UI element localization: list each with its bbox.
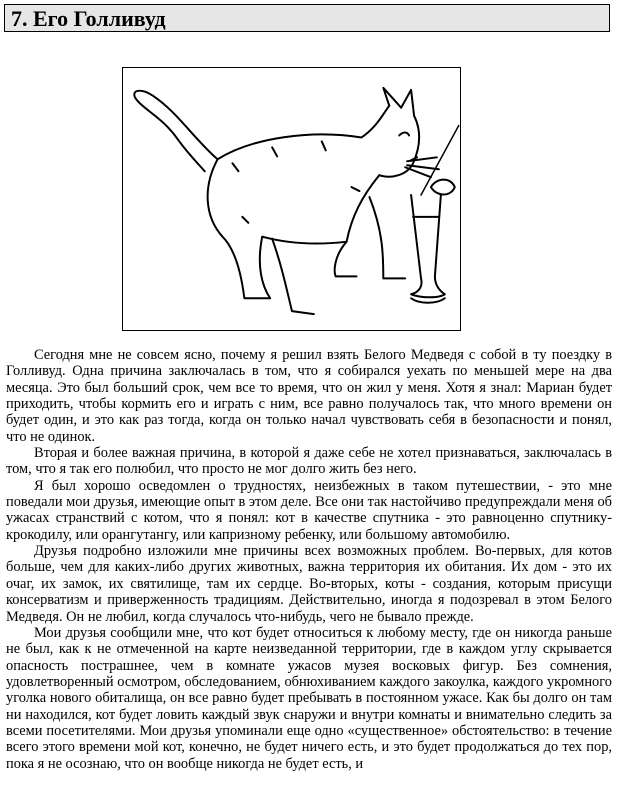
paragraph: Мои друзья сообщили мне, что кот будет относиться к любому месту, где он никогда раньше не был, как к не отмеченной на карте неизведанной территории, где в каждом углу скрывается опасность пострашнее, чем в комнате ужасов музея восковых фигур. Без сомнения, удовлетворенный осмотром, обследованием, обнюхиванием каждого закоулка, каждого укромного уголка нового обиталища, он все равно будет пребывать в постоянном ужасе. Как бы долго он там ни находился, кот будет ловить каждый звук снаружи и внутри комнаты и внимательно следить за всеми посетителями. Мои друзья упоминали еще одно «существенное» обстоятельство: в течение всего этого времени мой кот, конечно, не будет ничего есть, и это будет продолжаться до тех пор, пока я не осознаю, что он вообще никогда не будет есть, и — [6, 624, 612, 772]
cat-illustration — [122, 67, 461, 331]
paragraph: Друзья подробно изложили мне причины всех возможных проблем. Во-первых, для котов больше, чем для каких-либо других животных, важна территория их обитания. Их дом - это их очаг, их замок, их святилище, там их сердце. Во-вторых, коты - создания, которым присущи консерватизм и приверженность традициям. Действительно, иногда я подозревал в этом Белого Медведя. Он не любил, когда случалось что-нибудь, чего не бывало прежде. — [6, 543, 612, 625]
paragraph: Вторая и более важная причина, в которой я даже себе не хотел признаваться, заключалась в том, что я так его полюбил, что просто не мог долго жить без него. — [6, 445, 612, 478]
chapter-header — [4, 4, 610, 32]
paragraph: Я был хорошо осведомлен о трудностях, неизбежных в таком путешествии, - это мне поведали мои друзья, имеющие опыт в этом деле. Все они так настойчиво предупреждали меня об ужасах странствий с котом, что я понял: кот в качестве спутника - это равноценно спутнику-крокодилу, или орангутангу, или капризному ребенку, или большому автомобилю. — [6, 477, 613, 543]
paragraph: Сегодня мне не совсем ясно, почему я решил взять Белого Медведя с собой в ту поездку в Голливуд. Одна причина заключалась в том, что я собирался уехать по меньшей мере на два месяца. Это был больший срок, чем все то время, что он жил у меня. Хотя я знал: Мариан будет приходить, чтобы кормить его и играть с ним, все равно получалось так, что много времени он будет один, и это как раз тогда, когда он только начал чувствовать себя в безопасности и понял, что не одинок. — [6, 347, 612, 445]
chapter-title: 7. Его Голливуд — [11, 6, 166, 31]
cat-with-champagne-glass-icon — [123, 68, 460, 330]
chapter-body — [6, 347, 612, 772]
